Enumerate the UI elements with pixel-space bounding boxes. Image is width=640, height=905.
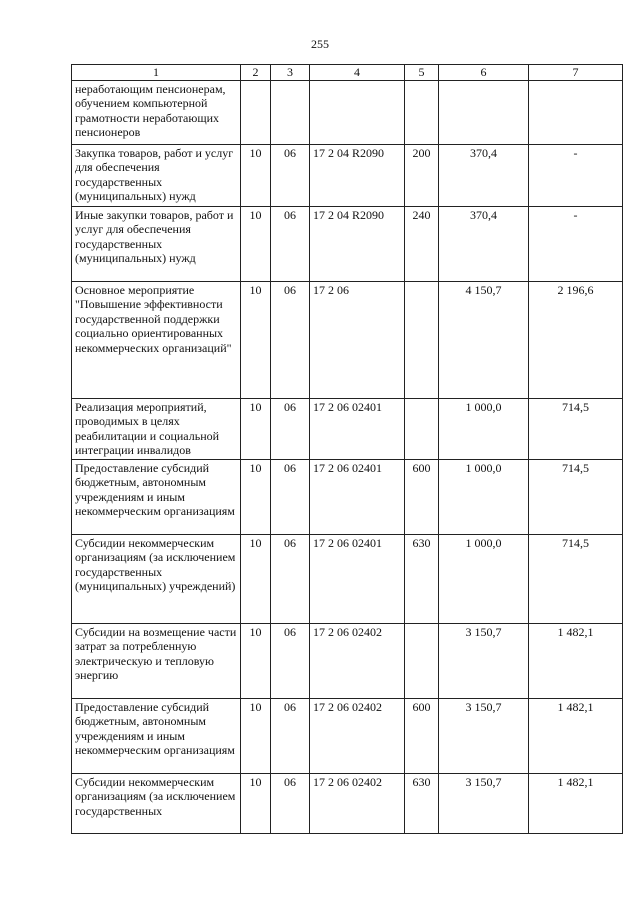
subsection-code: 06 — [271, 624, 310, 699]
executed-amount: 714,5 — [529, 460, 623, 535]
table-row — [72, 774, 623, 834]
target-article-code — [310, 81, 405, 145]
row-name: Предоставление субсидий бюджетным, автономным учреждениям и иным некоммерческим организациям — [72, 460, 241, 535]
expense-type-code: 630 — [405, 535, 439, 624]
target-article-code: 17 2 06 02402 — [310, 624, 405, 699]
table-row — [72, 699, 623, 774]
subsection-code: 06 — [271, 207, 310, 282]
section-code: 10 — [241, 460, 271, 535]
executed-amount — [529, 81, 623, 145]
table-row — [72, 81, 623, 145]
target-article-code: 17 2 06 02402 — [310, 774, 405, 834]
table-row — [72, 535, 623, 624]
executed-amount: 1 482,1 — [529, 699, 623, 774]
planned-amount — [439, 81, 529, 145]
planned-amount: 4 150,7 — [439, 282, 529, 399]
planned-amount: 370,4 — [439, 145, 529, 207]
target-article-code: 17 2 04 R2090 — [310, 145, 405, 207]
column-header-1: 1 — [72, 65, 241, 81]
expense-type-code — [405, 282, 439, 399]
subsection-code: 06 — [271, 145, 310, 207]
table-row — [72, 145, 623, 207]
expense-type-code: 630 — [405, 774, 439, 834]
row-name: Закупка товаров, работ и услуг для обеспечения государственных (муниципальных) нужд — [72, 145, 241, 207]
target-article-code: 17 2 06 — [310, 282, 405, 399]
column-header-2: 2 — [241, 65, 271, 81]
column-header-5: 5 — [405, 65, 439, 81]
planned-amount: 3 150,7 — [439, 699, 529, 774]
expense-type-code: 240 — [405, 207, 439, 282]
expense-type-code — [405, 624, 439, 699]
row-name: Субсидии на возмещение части затрат за потребленную электрическую и тепловую энергию — [72, 624, 241, 699]
row-name: Субсидии некоммерческим организациям (за исключением государственных — [72, 774, 241, 834]
expense-type-code: 600 — [405, 460, 439, 535]
row-name: неработающим пенсионерам, обучением компьютерной грамотности неработающих пенсионеров — [72, 81, 241, 145]
table-row — [72, 624, 623, 699]
section-code: 10 — [241, 207, 271, 282]
executed-amount: - — [529, 145, 623, 207]
column-header-7: 7 — [529, 65, 623, 81]
executed-amount: 714,5 — [529, 399, 623, 460]
target-article-code: 17 2 06 02402 — [310, 699, 405, 774]
column-header-3: 3 — [271, 65, 310, 81]
subsection-code: 06 — [271, 774, 310, 834]
executed-amount: 1 482,1 — [529, 624, 623, 699]
table-row — [72, 399, 623, 460]
subsection-code: 06 — [271, 460, 310, 535]
planned-amount: 1 000,0 — [439, 399, 529, 460]
target-article-code: 17 2 06 02401 — [310, 535, 405, 624]
subsection-code: 06 — [271, 699, 310, 774]
section-code: 10 — [241, 282, 271, 399]
planned-amount: 3 150,7 — [439, 774, 529, 834]
executed-amount: 2 196,6 — [529, 282, 623, 399]
subsection-code: 06 — [271, 282, 310, 399]
planned-amount: 1 000,0 — [439, 535, 529, 624]
target-article-code: 17 2 06 02401 — [310, 399, 405, 460]
executed-amount: - — [529, 207, 623, 282]
row-name: Предоставление субсидий бюджетным, автономным учреждениям и иным некоммерческим организациям — [72, 699, 241, 774]
table-header-row — [72, 65, 623, 81]
target-article-code: 17 2 04 R2090 — [310, 207, 405, 282]
planned-amount: 1 000,0 — [439, 460, 529, 535]
section-code: 10 — [241, 145, 271, 207]
section-code: 10 — [241, 535, 271, 624]
column-header-6: 6 — [439, 65, 529, 81]
section-code: 10 — [241, 624, 271, 699]
executed-amount: 1 482,1 — [529, 774, 623, 834]
table-row — [72, 207, 623, 282]
executed-amount: 714,5 — [529, 535, 623, 624]
row-name: Основное мероприятие "Повышение эффективности государственной поддержки социально ориентированных некоммерческих организаций" — [72, 282, 241, 399]
table-row — [72, 460, 623, 535]
planned-amount: 3 150,7 — [439, 624, 529, 699]
planned-amount: 370,4 — [439, 207, 529, 282]
expense-type-code: 200 — [405, 145, 439, 207]
budget-table — [71, 64, 623, 834]
section-code: 10 — [241, 399, 271, 460]
subsection-code — [271, 81, 310, 145]
subsection-code: 06 — [271, 399, 310, 460]
row-name: Субсидии некоммерческим организациям (за исключением государственных (муниципальных) учреждений) — [72, 535, 241, 624]
subsection-code: 06 — [271, 535, 310, 624]
section-code: 10 — [241, 699, 271, 774]
expense-type-code — [405, 81, 439, 145]
expense-type-code — [405, 399, 439, 460]
section-code — [241, 81, 271, 145]
section-code: 10 — [241, 774, 271, 834]
row-name: Реализация мероприятий, проводимых в целях реабилитации и социальной интеграции инвалидов — [72, 399, 241, 460]
page-number: 255 — [311, 37, 329, 51]
expense-type-code: 600 — [405, 699, 439, 774]
column-header-4: 4 — [310, 65, 405, 81]
target-article-code: 17 2 06 02401 — [310, 460, 405, 535]
table-row — [72, 282, 623, 399]
row-name: Иные закупки товаров, работ и услуг для обеспечения государственных (муниципальных) нужд — [72, 207, 241, 282]
